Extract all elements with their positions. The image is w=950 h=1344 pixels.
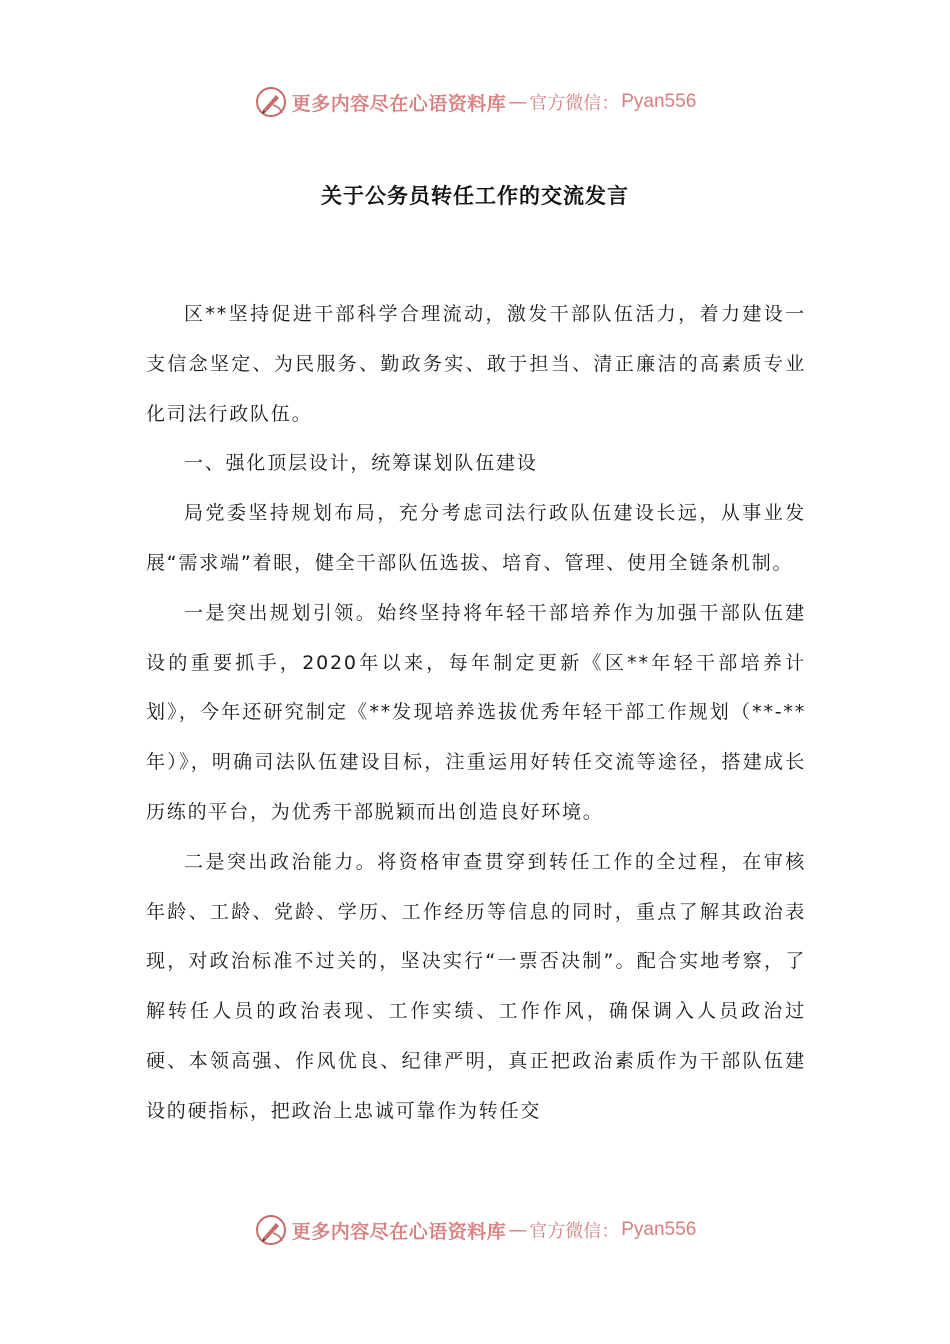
watermark-banner-bottom — [0, 1208, 950, 1252]
watermark-main-text: 更多内容尽在心语资料库 — [291, 1220, 507, 1243]
pen-logo-icon — [254, 85, 288, 119]
paragraph: 二是突出政治能力。将资格审查贯穿到转任工作的全过程，在审核年龄、工龄、党龄、学历、工作经历等信息的同时，重点了解其政治表现，对政治标准不过关的，坚决实行“一票否决制”。配合实地考察，了解转任人员的政治表现、工作实绩、工作作风，确保调入人员政治过硬、本领高强、作风优良、纪律严明，真正把政治素质作为干部队伍建设的硬指标，把政治上忠诚可靠作为转任交 — [146, 850, 806, 1122]
document-body — [146, 290, 806, 1137]
watermark-dash: — — [508, 1219, 528, 1241]
watermark-sub-text: 官方微信： — [529, 93, 620, 114]
watermark-dash: — — [508, 91, 528, 113]
watermark-wechat-id: Pyan556 — [621, 91, 697, 112]
section-heading: 一、强化顶层设计，统筹谋划队伍建设 — [184, 452, 538, 475]
document-title: 关于公务员转任工作的交流发言 — [321, 184, 629, 208]
paragraph: 区**坚持促进干部科学合理流动，激发干部队伍活力，着力建设一支信念坚定、为民服务、勤政务实、敢于担当、清正廉洁的高素质专业化司法行政队伍。 — [146, 303, 806, 425]
pen-logo-icon — [254, 1213, 288, 1247]
paragraph: 局党委坚持规划布局，充分考虑司法行政队伍建设长远，从事业发展“需求端”着眼，健全干部队伍选拔、培育、管理、使用全链条机制。 — [146, 502, 806, 574]
watermark-sub-text: 官方微信： — [529, 1221, 620, 1242]
watermark-wechat-id: Pyan556 — [621, 1219, 697, 1240]
watermark-main-text: 更多内容尽在心语资料库 — [291, 92, 507, 115]
watermark-banner-top — [0, 80, 950, 124]
paragraph: 一是突出规划引领。始终坚持将年轻干部培养作为加强干部队伍建设的重要抓手，2020年以来，每年制定更新《区**年轻干部培养计划》，今年还研究制定《**发现培养选拔优秀年轻干部工作规划（**-**年）》，明确司法队伍建设目标，注重运用好转任交流等途径，搭建成长历练的平台，为优秀干部脱颖而出创造良好环境。 — [146, 601, 806, 823]
